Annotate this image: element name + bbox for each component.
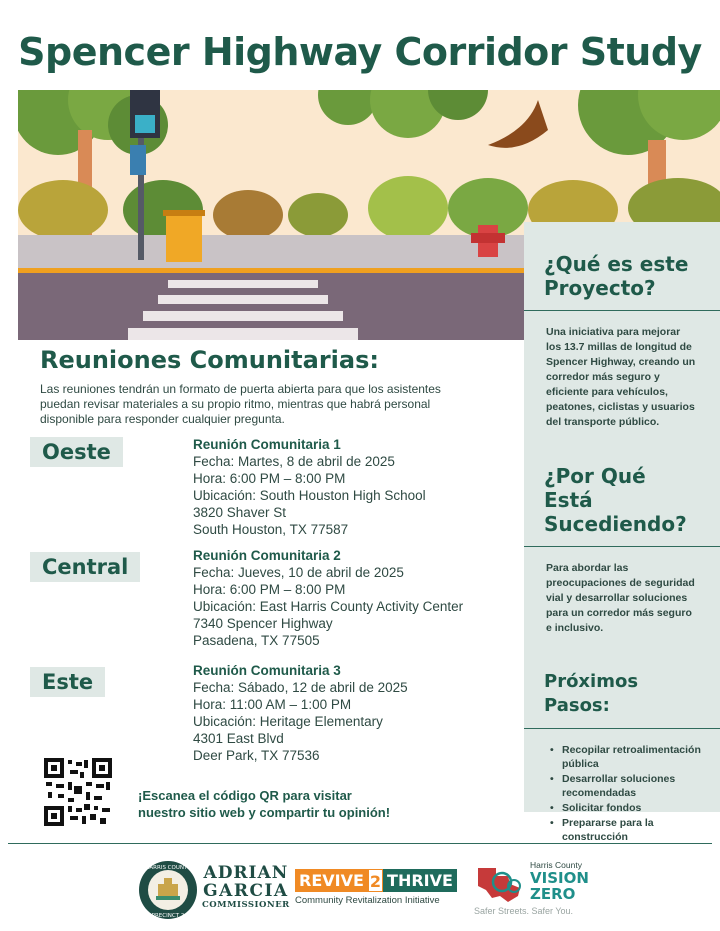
svg-text:HARRIS COUNTY: HARRIS COUNTY [145,865,191,871]
meeting-location: Ubicación: South Houston High School [193,488,426,503]
sidebar-panel [524,222,720,843]
qr-line-1: ¡Escanea el código QR para visitar [138,788,352,803]
meeting-date: Fecha: Sábado, 12 de abril de 2025 [193,680,408,695]
meeting-time: Hora: 11:00 AM – 1:00 PM [193,697,352,712]
meeting-title: Reunión Comunitaria 1 [193,437,341,452]
logo-text: THRIVE [383,869,457,892]
logo-tagline: Safer Streets. Safer You. [474,906,574,916]
harris-county-seal-logo [138,860,198,920]
meeting-location: Ubicación: Heritage Elementary [193,714,383,729]
adrian-garcia-logo [202,864,290,911]
next-steps-heading: Próximos Pasos: [544,671,639,716]
footer-divider [8,843,712,844]
divider [524,728,720,729]
meeting-address: 3820 Shaver St [193,505,287,520]
meeting-date: Fecha: Martes, 8 de abril de 2025 [193,454,395,469]
qr-code-icon[interactable] [44,758,112,826]
meeting-block-1 [193,436,523,538]
meeting-time: Hora: 6:00 PM – 8:00 PM [193,471,346,486]
list-item: • Recopilar retroalimentación pública [550,743,706,771]
logo-text: REVIVE [295,869,368,892]
page-title: Spencer Highway Corridor Study [18,30,702,74]
divider [524,546,720,547]
logo-text: GARCIA [203,881,289,901]
meeting-time: Hora: 6:00 PM – 8:00 PM [193,582,346,597]
what-is-project-heading: ¿Qué es este Proyecto? [544,252,689,300]
logo-text: VISION [530,869,589,887]
list-item: • Solicitar fondos [550,801,706,815]
list-item: • Desarrollar soluciones recomendadas [550,772,706,800]
meeting-block-3 [193,662,523,764]
logo-subtitle: Community Revitalization Initiative [295,895,440,906]
meeting-title: Reunión Comunitaria 2 [193,548,341,563]
what-is-project-text: Una iniciativa para mejorar los 13.7 millas de longitud de Spencer Highway, creando un corredor más seguro y eficiente para vehículos, peatones, ciclistas y usuarios del transporte público. [546,326,696,428]
meeting-block-2 [193,547,523,649]
meetings-intro: Las reuniones tendrán un formato de puerta abierta para que los asistentes puedan revisar materiales a su propio ritmo, mientras que habrá personal disponible para responder cualquier pregunta. [40,382,441,426]
meeting-address: 4301 East Blvd [193,731,284,746]
svg-text:PRECINCT 2: PRECINCT 2 [151,913,185,919]
meeting-location: Ubicación: East Harris County Activity Center [193,599,464,614]
next-steps-list [524,743,720,844]
region-badge-central: Central [30,552,140,582]
region-badge-west: Oeste [30,437,123,467]
meeting-address: 7340 Spencer Highway [193,616,333,631]
region-badge-east: Este [30,667,105,697]
meeting-city: Pasadena, TX 77505 [193,633,320,648]
meeting-city: South Houston, TX 77587 [193,522,349,537]
qr-line-2: nuestro sitio web y compartir tu opinión! [138,805,391,820]
meeting-date: Fecha: Jueves, 10 de abril de 2025 [193,565,404,580]
list-item: • Prepararse para la construcción [550,816,706,844]
logo-text: ZERO [530,885,576,903]
meetings-heading: Reuniones Comunitarias: [40,346,379,374]
qr-instructions [138,787,390,821]
texas-map-icon [474,862,528,904]
logo-text: 2 [368,869,383,892]
revive-2-thrive-logo [295,869,457,906]
divider [524,310,720,311]
meeting-city: Deer Park, TX 77536 [193,748,320,763]
logo-text: COMMISSIONER [202,900,290,910]
logo-text: ADRIAN [203,863,289,883]
meeting-title: Reunión Comunitaria 3 [193,663,341,678]
vision-zero-logo [474,860,604,920]
why-heading: ¿Por Qué Está Sucediendo? [544,464,687,536]
why-text: Para abordar las preocupaciones de seguridad vial y desarrollar soluciones para un corredor más seguro e inclusivo. [546,562,695,634]
logo-text: Harris County [530,860,582,870]
